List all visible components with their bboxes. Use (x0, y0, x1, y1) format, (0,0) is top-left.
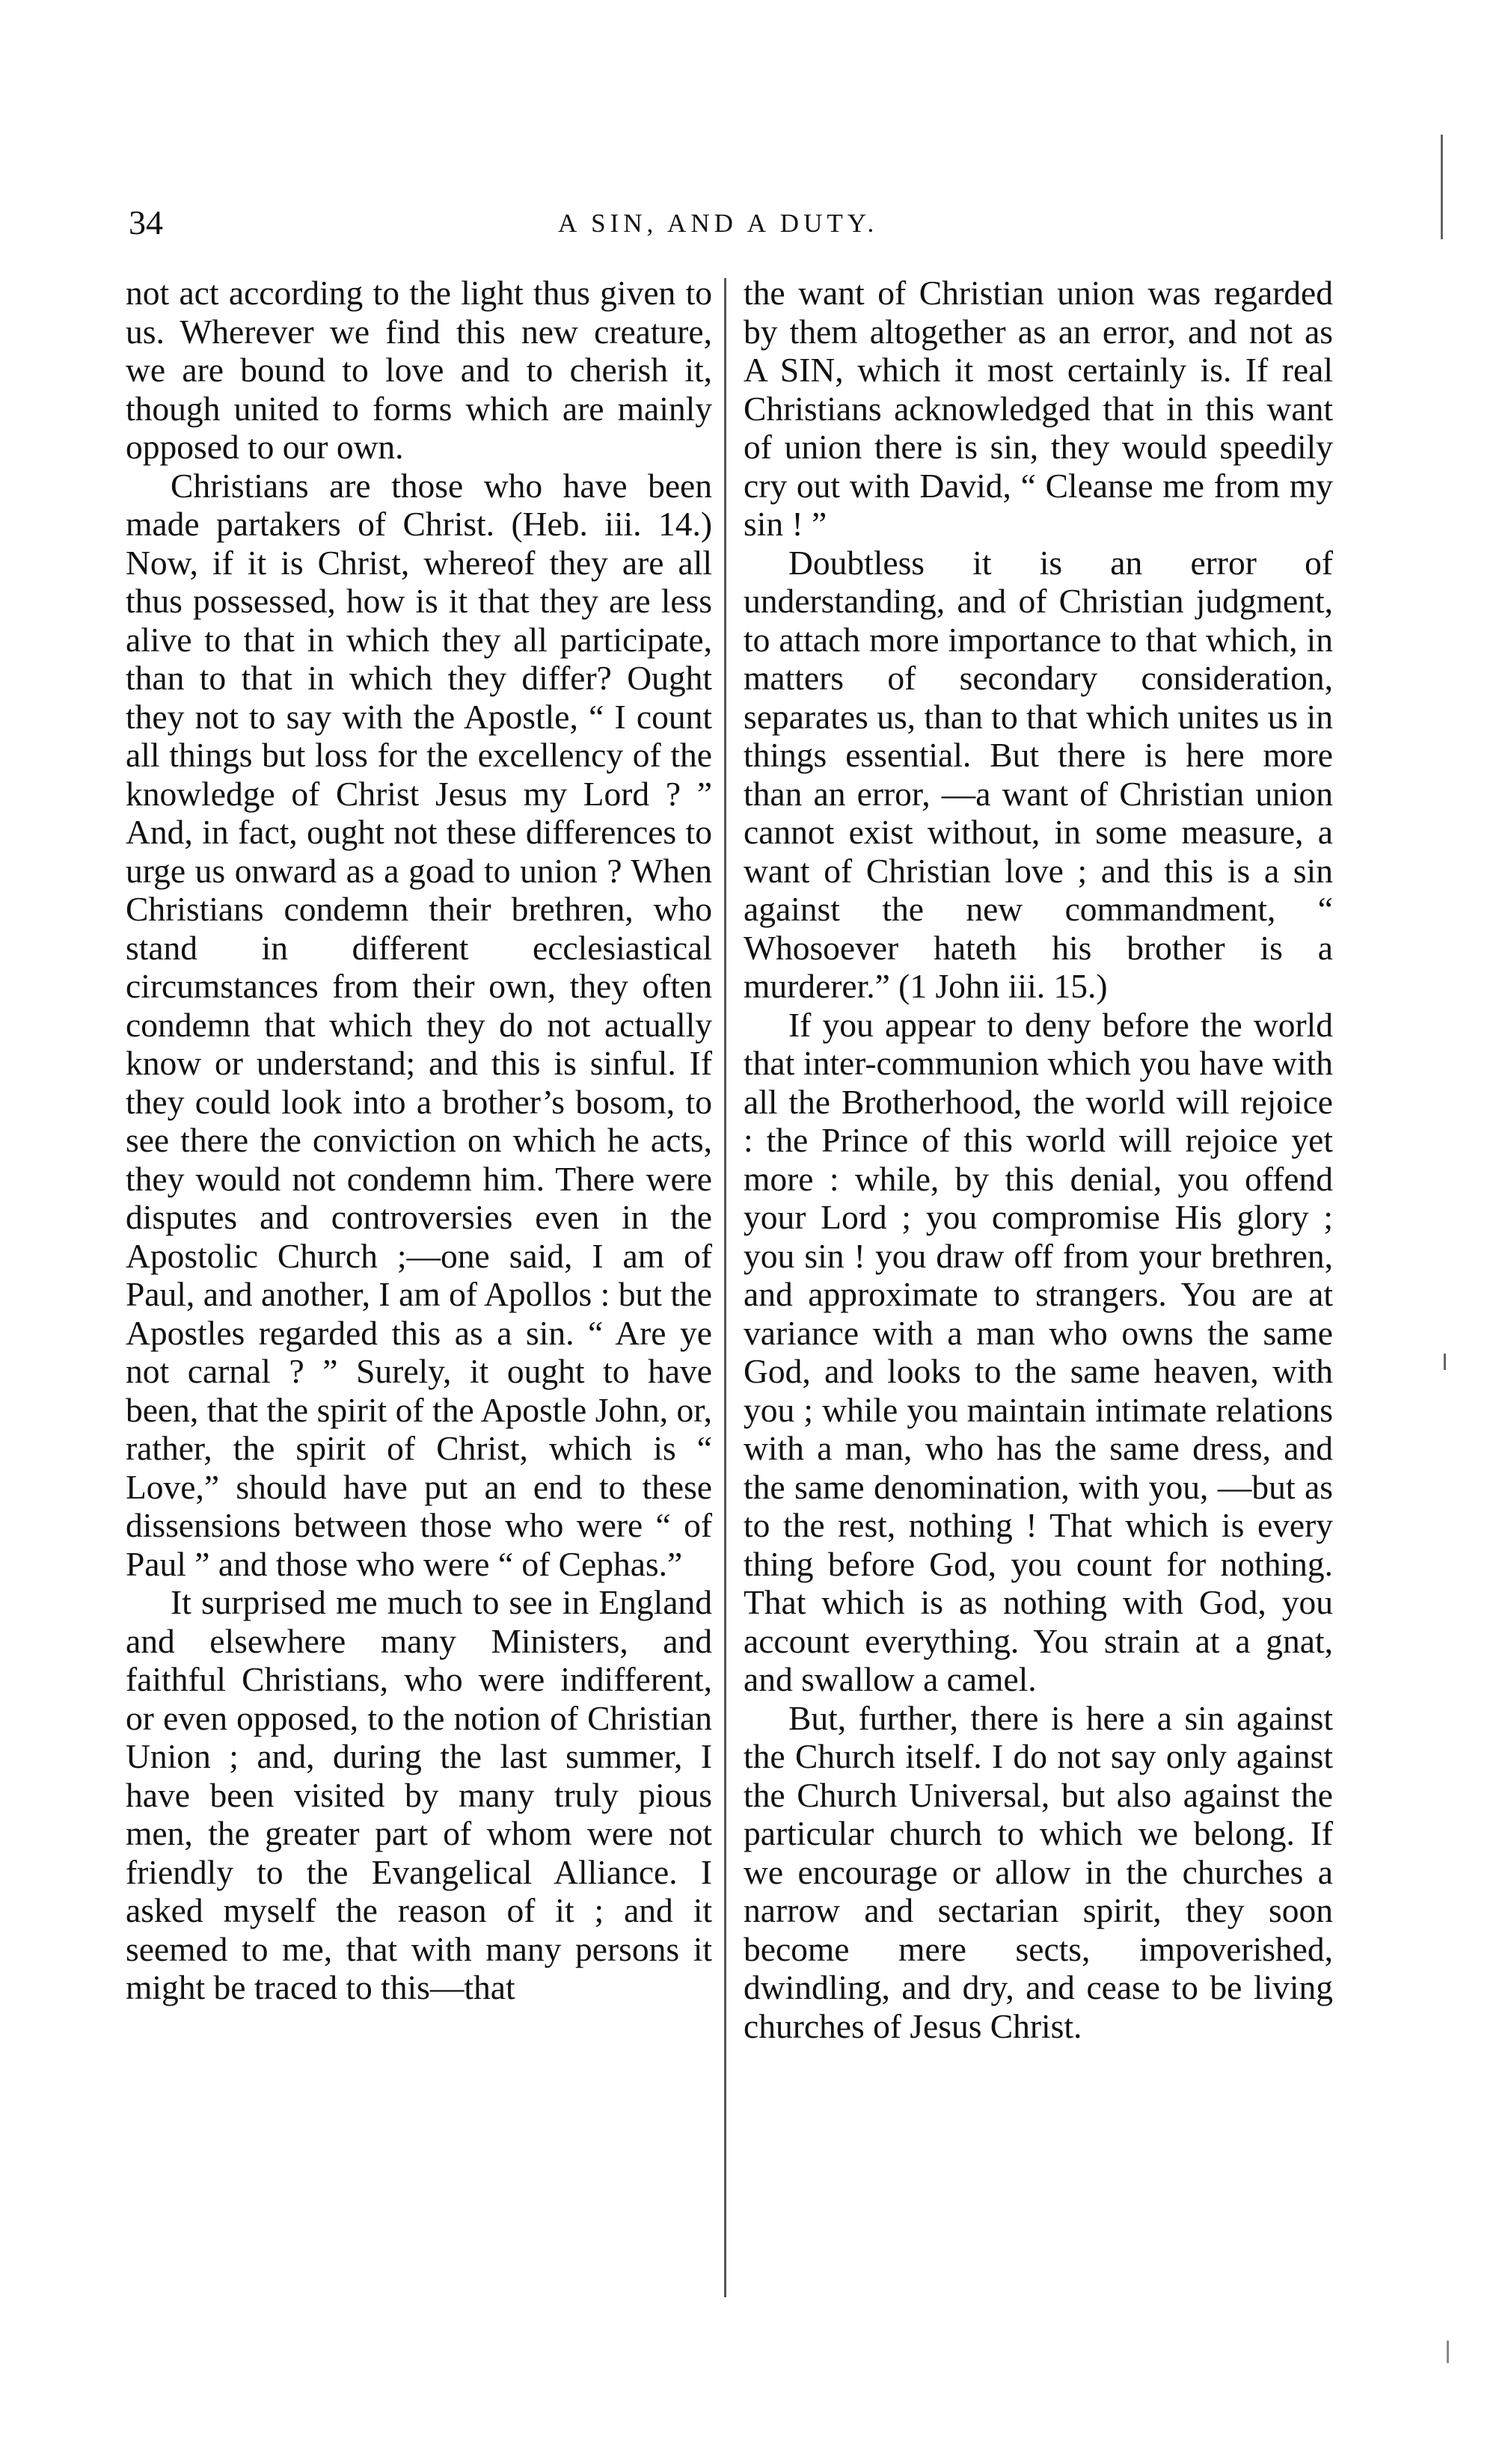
column-divider-rule (724, 278, 726, 2297)
scan-margin-mark (1444, 1354, 1446, 1370)
scan-margin-mark (1447, 2341, 1449, 2363)
left-paragraph-3: It surprised me much to see in England and elsewhere many Ministers, and faithful Christians, who were indifferent, or even opposed, to the notion of Christian Union ; and, during the last summer, I have been visited by many truly pious men, the greater part of whom were not friendly to the Evangelical Alliance. I asked myself the reason of it ; and it seemed to me, that with many persons it might be traced to this—that (126, 1583, 712, 2006)
scan-margin-mark (1441, 135, 1443, 239)
left-paragraph-2: Christians are those who have been made partakers of Christ. (Heb. iii. 14.) Now, if it is Christ, whereof they are all thus possessed, how is it that they are less alive to that in which they all participate, than to that in which they differ? Ought they not to say with the Apostle, “ I count all things but loss for the excellency of the knowledge of Christ Jesus my Lord ? ” And, in fact, ought not these differences to urge us onward as a goad to union ? When Christians condemn their brethren, who stand in different ecclesiastical circumstances from their own, they often condemn that which they do not actually know or understand; and this is sinful. If they could look into a brother’s bosom, to see there the conviction on which he acts, they would not condemn him. There were disputes and controversies even in the Apostolic Church ;—one said, I am of Paul, and another, I am of Apollos : but the Apostles regarded this as a sin. “ Are ye not carnal ? ” Surely, it ought to have been, that the spirit of the Apostle John, or, rather, the spirit of Christ, which is “ Love,” should have put an end to these dissensions between those who were “ of Paul ” and those who were “ of Cephas.” (126, 466, 712, 1583)
running-title: A SIN, AND A DUTY. (558, 209, 879, 238)
right-paragraph-2: Doubtless it is an error of understanding, and of Christian judgment, to attach more importance to that which, in matters of secondary consideration, separates us, than to that which unites us in things essential. But there is here more than an error, —a want of Christian union cannot exist without, in some measure, a want of Christian love ; and this is a sin against the new commandment, “ Whosoever hateth his brother is a murderer.” (1 John iii. 15.) (744, 543, 1333, 1005)
right-paragraph-4: But, further, there is here a sin against the Church itself. I do not say only against the Church Universal, but also against the particular church to which we belong. If we encourage or allow in the churches a narrow and sectarian spirit, they soon become mere sects, impoverished, dwindling, and dry, and cease to be living churches of Jesus Christ. (744, 1698, 1333, 2045)
right-paragraph-3: If you appear to deny before the world that inter-communion which you have with all the Brotherhood, the world will rejoice : the Prince of this world will rejoice yet more : while, by this denial, you offend your Lord ; you compromise His glory ; you sin ! you draw off from your brethren, and approximate to strangers. You are at variance with a man who owns the same God, and looks to the same heaven, with you ; while you maintain intimate relations with a man, who has the same dress, and the same denomination, with you, —but as to the rest, nothing ! That which is every thing before God, you count for nothing. That which is as nothing with God, you account everything. You strain at a gnat, and swallow a camel. (744, 1005, 1333, 1698)
right-paragraph-1: the want of Christian union was regarded by them altogether as an error, and not as A SIN, which it most certainly is. If real Christians acknowledged that in this want of union there is sin, they would speedily cry out with David, “ Cleanse me from my sin ! ” (744, 274, 1333, 543)
running-head (124, 200, 1321, 245)
page-number: 34 (129, 203, 163, 242)
left-column (126, 274, 712, 2007)
right-column (744, 274, 1333, 2045)
left-paragraph-1: not act according to the light thus given to us. Wherever we find this new creature, we are bound to love and to cherish it, though united to forms which are mainly opposed to our own. (126, 274, 712, 466)
